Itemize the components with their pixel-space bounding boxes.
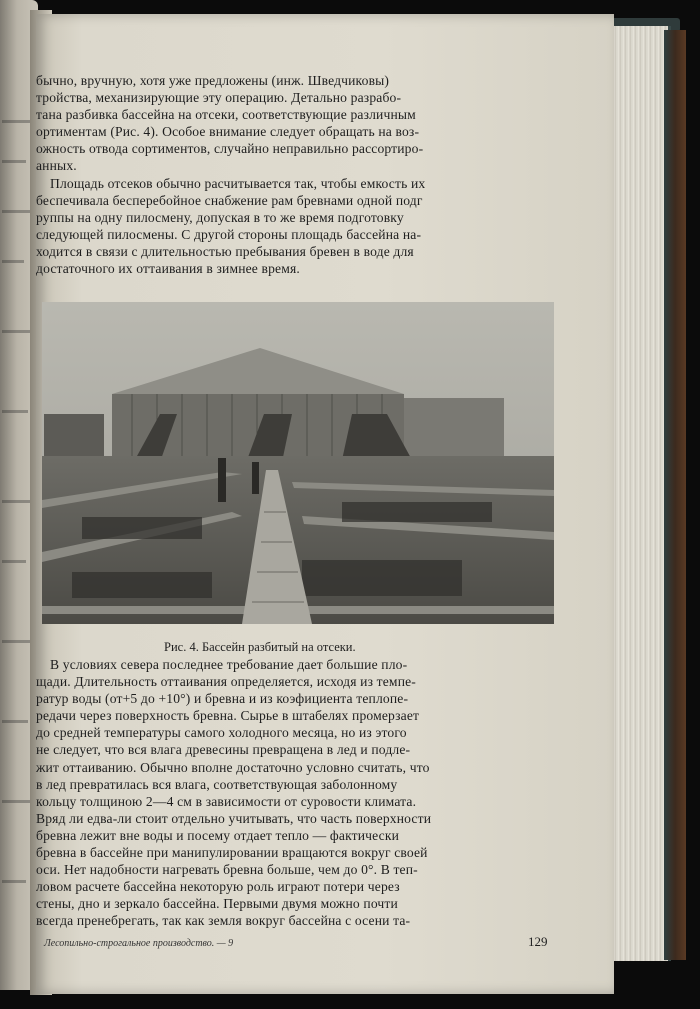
text-line: следующей пилосмены. С другой стороны площадь бассейна на- <box>36 226 422 242</box>
text-line: ловом расчете бассейна некоторую роль играют потери через <box>36 879 400 895</box>
text-line: стены, дно и зеркало бассейна. Первыми двумя можно почти <box>36 896 398 912</box>
text-line: ожность отвода сортиментов, случайно неправильно рассортиро- <box>36 141 424 157</box>
text-line: руппы на одну пилосмену, допуская в то же время подготовку <box>36 209 404 225</box>
text-line: жит оттаиванию. Обычно вполне достаточно условно считать, что <box>36 759 430 775</box>
text-line: бревна лежит вне воды и посему отдает тепло — фактически <box>36 827 400 843</box>
text-line: оси. Нет надобности нагревать бревна больше, чем до 0°. В теп- <box>36 862 418 878</box>
text-line: Вряд ли едва-ли стоит отдельно учитывать, что часть поверхности <box>36 810 432 826</box>
book-page <box>36 14 614 994</box>
text-line: бревна в бассейне при манипулировании вращаются вокруг своей <box>36 845 428 861</box>
text-line: всегда пренебрегать, так как земля вокруг бассейна с осени та- <box>36 913 411 929</box>
figure-photo <box>42 302 554 624</box>
text-line: достаточного их оттаивания в зимнее время. <box>36 261 300 277</box>
text-line: анных. <box>36 158 77 174</box>
pool-photo-image <box>42 302 554 624</box>
text-line: ортиментам (Рис. 4). Особое внимание следует обращать на воз- <box>36 124 420 140</box>
text-line: Площадь отсеков обычно расчитывается так, чтобы емкость их <box>50 175 426 191</box>
text-line: тройства, механизирующие эту операцию. Детально разрабо- <box>36 90 402 106</box>
book-cover <box>664 30 686 960</box>
text-line: тана разбивка бассейна на отсеки, соответствующие различным <box>36 107 416 123</box>
paragraph-bottom <box>36 656 596 930</box>
paragraph-top <box>36 72 596 277</box>
text-line: В условиях севера последнее требование дает большие пло- <box>50 657 408 672</box>
text-line: в лед превратилась вся влага, соответствующая заболонному <box>36 776 398 792</box>
text-line: ратур воды (от+5 до +10°) и бревна и из коэфициента теплопе- <box>36 691 409 707</box>
text-line: до средней температуры самого холодного месяца, но из этого <box>36 725 407 741</box>
text-line: не следует, что вся влага древесины превращена в лед и подле- <box>36 742 411 758</box>
figure-caption: Рис. 4. Бассейн разбитый на отсеки. <box>164 640 356 654</box>
page-number: 129 <box>528 934 548 949</box>
text-line: редачи через поверхность бревна. Сырье в штабелях промерзает <box>36 708 420 724</box>
text-line: щади. Длительность оттаивания определяется, исходя из темпе- <box>36 674 416 690</box>
page-edges <box>612 26 671 961</box>
text-line: беспечивала бесперебойное снабжение рам бревнами одной подг <box>36 192 423 208</box>
text-line: ходится в связи с длительностью пребывания бревен в воде для <box>36 243 414 259</box>
footer-signature: Лесопильно-строгальное производство. — 9 <box>44 938 234 949</box>
text-line: кольцу толщиною 2—4 см в зависимости от суровости климата. <box>36 793 417 809</box>
text-line: бычно, вручную, хотя уже предложены (инж. Шведчиковы) <box>36 73 390 88</box>
